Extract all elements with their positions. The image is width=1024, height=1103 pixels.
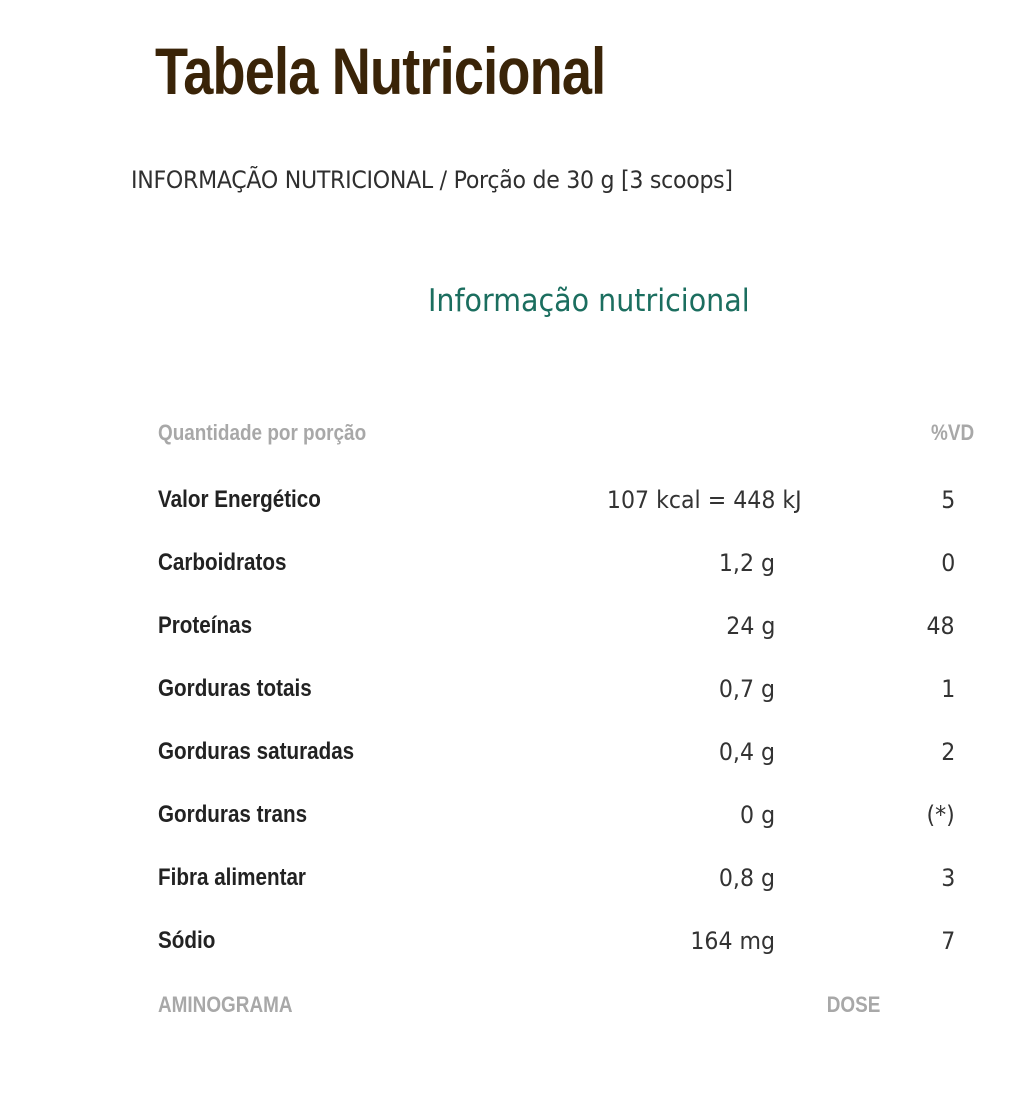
row-amount: 0,8 g bbox=[718, 864, 775, 892]
row-label: Gorduras totais bbox=[158, 675, 312, 702]
row-amount: 24 g bbox=[725, 612, 775, 640]
page-title: Tabela Nutricional bbox=[155, 34, 606, 108]
row-label: Fibra alimentar bbox=[158, 864, 306, 891]
row-amount: 0,4 g bbox=[718, 738, 775, 766]
row-amount: 107 kcal = 448 kJ bbox=[607, 486, 802, 514]
row-vd: 0 bbox=[940, 549, 955, 577]
row-vd: 48 bbox=[926, 612, 955, 640]
row-label: Proteínas bbox=[158, 612, 253, 639]
quantity-per-serving-header: Quantidade por porção bbox=[158, 420, 367, 445]
row-vd: 2 bbox=[940, 738, 955, 766]
row-amount: 1,2 g bbox=[718, 549, 775, 577]
row-amount: 164 mg bbox=[690, 927, 775, 955]
row-label: Sódio bbox=[158, 927, 216, 954]
dose-header: DOSE bbox=[826, 992, 880, 1017]
row-amount: 0 g bbox=[739, 801, 775, 829]
row-label: Carboidratos bbox=[158, 549, 287, 576]
row-vd: 5 bbox=[940, 486, 955, 514]
row-vd: 1 bbox=[940, 675, 955, 703]
row-vd: (*) bbox=[926, 801, 955, 829]
row-amount: 0,7 g bbox=[718, 675, 775, 703]
row-vd: 3 bbox=[940, 864, 955, 892]
serving-info: INFORMAÇÃO NUTRICIONAL / Porção de 30 g [3 scoops] bbox=[131, 166, 733, 194]
row-label: Gorduras trans bbox=[158, 801, 308, 828]
row-vd: 7 bbox=[940, 927, 955, 955]
vd-header: %VD bbox=[930, 420, 974, 445]
row-label: Gorduras saturadas bbox=[158, 738, 355, 765]
row-label: Valor Energético bbox=[158, 486, 321, 513]
nutrition-heading: Informação nutricional bbox=[428, 283, 750, 319]
aminogram-header: AMINOGRAMA bbox=[158, 992, 293, 1017]
